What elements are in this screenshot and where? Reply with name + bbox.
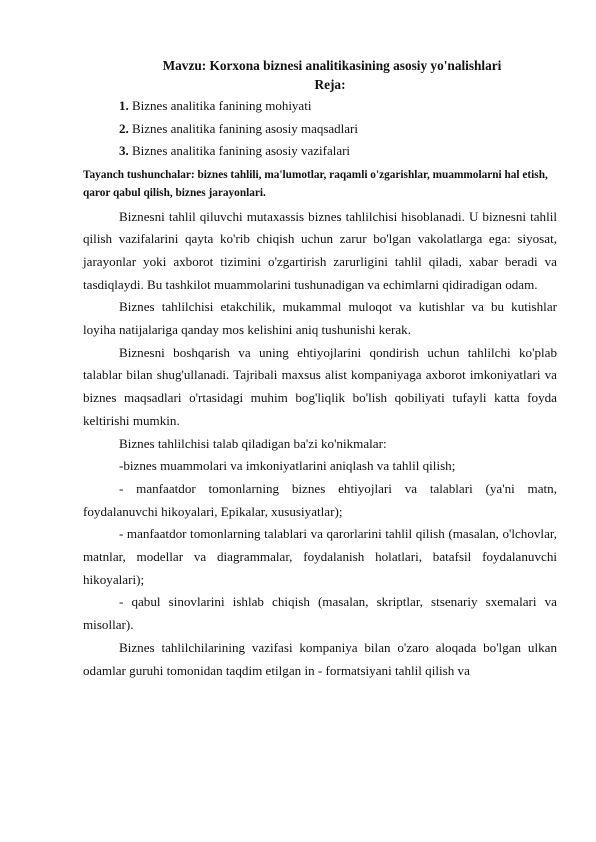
plan-heading: Reja: [314, 77, 346, 92]
keywords-block [83, 166, 557, 203]
keywords-list: biznes tahlili, ma'lumotlar, raqamli o'zgarishlar, muammolarni hal etish, qaror qabul qilish, biznes jarayonlari. [83, 168, 548, 199]
list-item: - manfaatdor tomonlarning biznes ehtiyojlari va talablari (ya'ni matn, foydalanuvchi hikoyalari, Epikalar, xususiyatlar); [83, 480, 557, 519]
plan-item-number: 1. [119, 98, 129, 113]
plan-item [83, 140, 557, 163]
plan-item-number: 3. [119, 143, 129, 158]
plan-item-text: Biznes analitika fanining mohiyati [132, 98, 312, 113]
keywords-label: Tayanch tushunchalar: [83, 168, 195, 181]
list-item: - manfaatdor tomonlarning talablari va qarorlarini tahlil qilish (masalan, o'lchovlar, matnlar, modellar va diagrammalar, foydalanish holatlari, batafsil foydalanuvchi hikoyalari); [83, 526, 557, 587]
paragraph: Biznesni tahlil qiluvchi mutaxassis biznes tahlilchisi hisoblanadi. U biznesni tahlil qilish vazifalarini qayta ko'rib chiqish uchun zarur bo'lgan vakolatlarga ega: siyosat, jarayonlar yoki axborot tizimini o'zgartirish zarurligini tahlil qiladi, xabar beradi va tasdiqlaydi. Bu tashkilot muammolarini tushunadigan va echimlarni qidiradigan odam. [83, 208, 557, 292]
paragraph: Biznes tahlilchisi etakchilik, mukammal muloqot va kutishlar va bu kutishlar loyiha natijalariga qanday mos kelishini aniq tushunishi kerak. [83, 299, 557, 338]
document-title: Mavzu: Korxona biznesi analitikasining asosiy yo'nalishlari [162, 58, 502, 73]
paragraph: Biznes tahlilchisi talab qiladigan ba'zi ko'nikmalar: [119, 435, 387, 451]
list-item: - qabul sinovlarini ishlab chiqish (masalan, skriptlar, stsenariy sxemalari va misollar). [83, 594, 557, 633]
plan-item-number: 2. [119, 120, 129, 136]
plan-item [83, 118, 557, 141]
paragraph: Biznes tahlilchilarining vazifasi kompaniya bilan o'zaro aloqada bo'lgan ulkan odamlar guruhi tomonidan taqdim etilgan in - formatsiyani tahlil qilish va [83, 639, 557, 678]
plan-item [83, 95, 557, 118]
plan-item-text: Biznes analitika fanining asosiy vazifalari [132, 143, 351, 158]
paragraph: Biznesni boshqarish va uning ehtiyojlarini qondirish uchun tahlilchi ko'plab talablar bilan shug'ullanadi. Tajribali maxsus alist kompaniyaga axborot imkoniyatlari va biznes maqsadlari o'rtasidagi muhim bog'liqlik bo'lish qobiliyati tufayli katta foyda keltirishi mumkin. [83, 344, 557, 428]
list-item: -biznes muammolari va imkoniyatlarini aniqlash va tahlil qilish; [119, 458, 456, 474]
plan-item-text: Biznes analitika fanining asosiy maqsadlari [132, 120, 358, 136]
document-content [83, 56, 557, 682]
